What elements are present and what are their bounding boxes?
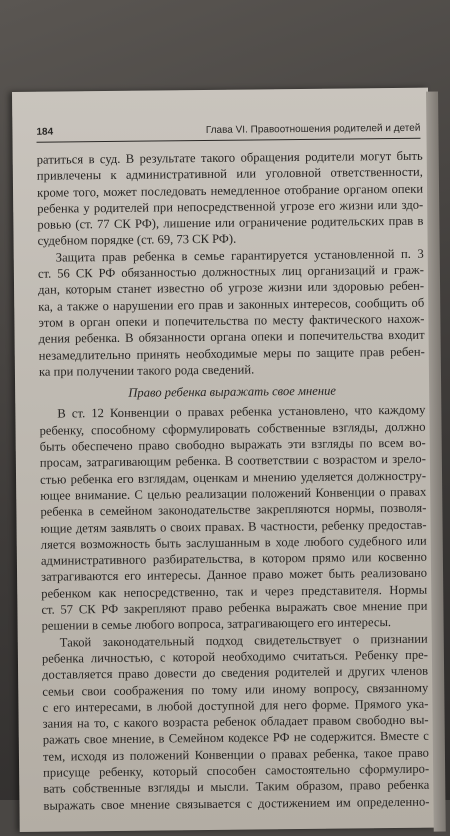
text-line: ст. 57 СК РФ закрепляют право ребенка выражать свое мнение при <box>41 598 428 617</box>
text-line: ка при получении такого рода сведений. <box>38 362 255 379</box>
text-line: незамедлительно принять необходимые меры по защите прав ребен- <box>38 344 425 363</box>
text-line: стью ребенка его взглядам, оценкам и мнению уделяется должностру- <box>39 468 427 487</box>
text-line: В ст. 12 Конвенции о правах ребенка установлено, что каждому <box>57 403 426 421</box>
text-line: выражать свое мнение связывается с достижением им определенно- <box>43 794 430 813</box>
paragraph <box>37 148 424 250</box>
text-line: ратиться в суд. В результате такого обращения родители могут быть <box>36 148 423 167</box>
text-line: тем, исходя из положений Конвенции о правах ребенка, такое право <box>42 745 430 764</box>
text-line: доставляется право довести до сведения родителей и других членов <box>42 663 429 682</box>
text-line: затрагиваются его интересы. Данное право может быть реализовано <box>41 566 428 585</box>
text-line: быть обеспечено право свободно выражать эти взгляды по всем во- <box>39 435 426 454</box>
text-line: ст. 56 СК РФ обязанностью должностных лиц организаций и граж- <box>37 262 424 281</box>
paragraph <box>42 630 430 813</box>
text-line: просам, затрагивающим ребенка. В соответствии с возрастом и зрело- <box>39 452 426 471</box>
text-line: зания на то, с какого возраста ребенок обладает правом свободно вы- <box>42 712 429 731</box>
text-line: с его интересами, в любой доступной для него форме. Прямого ука- <box>42 696 429 715</box>
text-line: вать собственные взгляды и мысли. Таким образом, право ребенка <box>43 777 430 796</box>
text-line: кроме того, может последовать немедленное отобрание органом опеки <box>36 181 424 200</box>
text-line: ражать свое мнение, в Семейном кодексе РФ не содержится. Вместе с <box>42 729 429 748</box>
text-line: решении в семье любого вопроса, затрагивающего его интересы. <box>41 615 392 634</box>
chapter-title: Глава VI. Правоотношения родителей и детей <box>205 122 421 136</box>
paragraph <box>39 402 427 634</box>
book-page <box>12 88 436 832</box>
text-line: ка, а также о нарушении его прав и законных интересов, сообщить об <box>38 295 425 314</box>
text-line: дения ребенка. В обязанности органа опеки и попечительства входит <box>38 327 425 347</box>
text-line: этом в орган опеки и попечительства по месту фактического нахож- <box>38 311 425 330</box>
text-line: присуще ребенку, который способен самостоятельно сформулиро- <box>43 761 430 780</box>
paragraph <box>38 245 425 379</box>
text-line: Такой законодательный подход свидетельствует о признании <box>59 631 428 650</box>
text-line: административного разбирательства, в котором прямо или косвенно <box>40 549 427 568</box>
text-line: ляется возможность быть заслушанным в ходе любого судебного или <box>40 533 427 552</box>
text-line: ребенка в семейном законодательстве закрепляются нормы, позволя- <box>40 500 427 519</box>
section-subheading: Право ребенка выражать свое мнение <box>128 383 337 400</box>
text-line: Защита прав ребенка в семье гарантируется установленной п. 3 <box>55 246 424 265</box>
text-line: ребенка у родителей при непосредственной угрозе его жизни или здо- <box>37 197 424 216</box>
text-line: ребенка личностью, с которой необходимо считаться. Ребенку пре- <box>41 647 428 666</box>
text-line: ющие детям заявлять о своих правах. В частности, ребенку предостав- <box>40 517 427 536</box>
page-body <box>37 148 430 814</box>
running-header <box>36 122 420 143</box>
text-line: семьи свои соображения по тому или иному вопросу, связанному <box>42 680 429 699</box>
text-line: ребенку, способному сформулировать собственные взгляды, должно <box>39 419 426 438</box>
page-number: 184 <box>36 126 54 138</box>
text-line: привлечены к административной или уголовной ответственности, <box>36 164 423 184</box>
text-line: ровью (ст. 77 СК РФ), лишение или ограничение родительских прав в <box>37 213 424 232</box>
text-line: судебном порядке (ст. 69, 73 СК РФ). <box>37 232 237 249</box>
text-line: ребенком как непосредственно, так и через представителя. Нормы <box>41 582 428 601</box>
text-line: ющее внимание. С целью реализации положений Конвенции о правах <box>40 484 427 503</box>
text-line: дан, которым станет известно об угрозе жизни или здоровью ребен- <box>38 279 425 298</box>
